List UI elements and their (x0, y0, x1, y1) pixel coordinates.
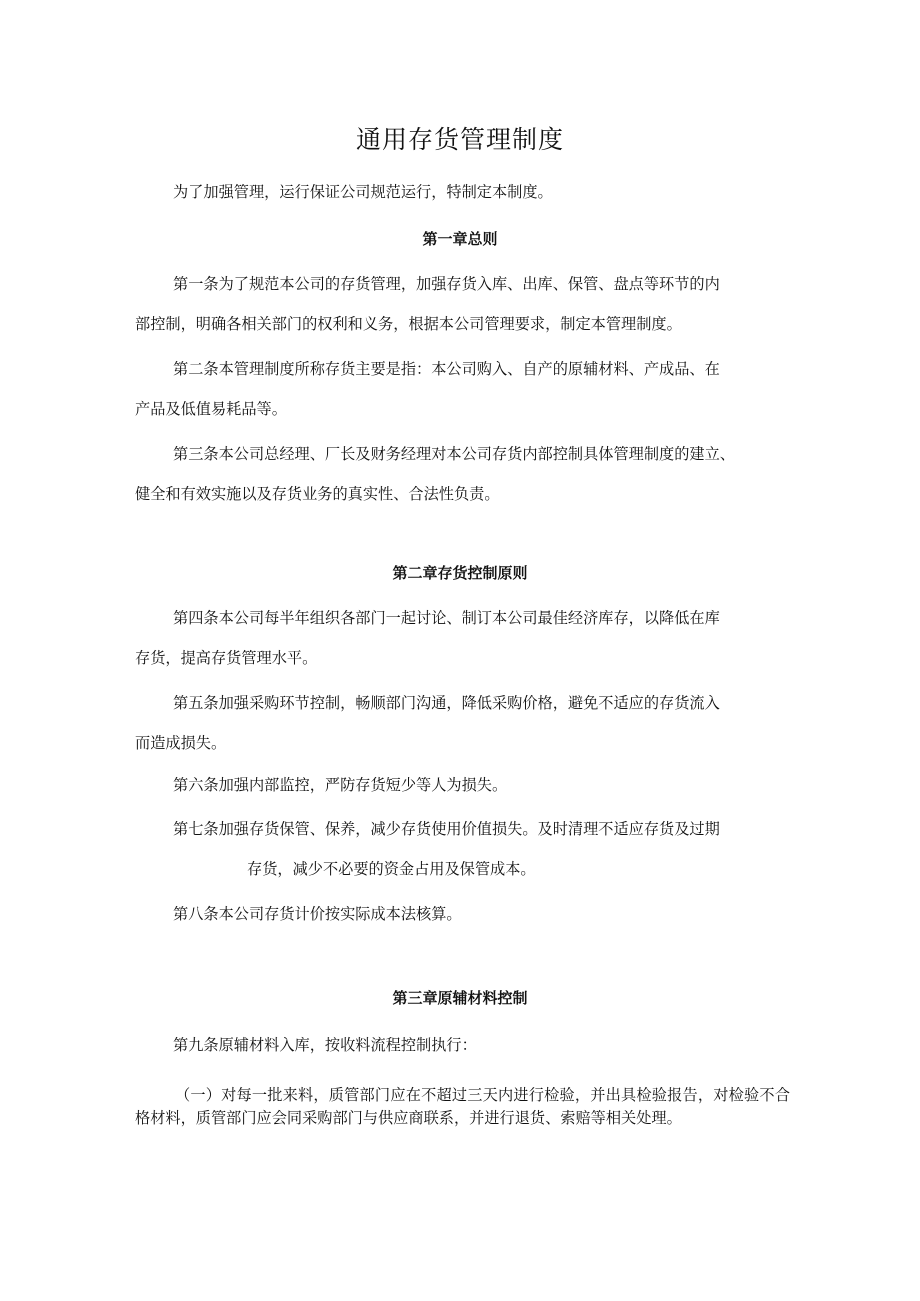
article-1-line-2: 部控制，明确各相关部门的权利和义务，根据本公司管理要求，制定本管理制度。 (135, 315, 682, 333)
article-5-line-2: 而造成损失。 (135, 734, 227, 752)
article-2-line-1: 第二条本管理制度所称存货主要是指：本公司购入、自产的原辅材料、产成品、在 (173, 360, 720, 378)
article-6-line-1: 第六条加强内部监控，严防存货短少等人为损失。 (173, 776, 508, 794)
article-5-line-1: 第五条加强采购环节控制，畅顺部门沟通，降低采购价格，避免不适应的存货流入 (173, 694, 720, 712)
article-8-line-1: 第八条本公司存货计价按实际成本法核算。 (173, 905, 462, 923)
article-7-line-2: 存货，减少不必要的资金占用及保管成本。 (247, 860, 536, 878)
article-2-line-2: 产品及低值易耗品等。 (135, 400, 287, 418)
article-3-line-2: 健全和有效实施以及存货业务的真实性、合法性负责。 (135, 485, 500, 503)
chapter-3-heading: 第三章原辅材料控制 (392, 989, 528, 1007)
chapter-1-heading: 第一章总则 (422, 230, 498, 248)
article-1-line-1: 第一条为了规范本公司的存货管理，加强存货入库、出库、保管、盘点等环节的内 (173, 275, 720, 293)
article-4-line-1: 第四条本公司每半年组织各部门一起讨论、制订本公司最佳经济库存，以降低在库 (173, 609, 720, 627)
article-3-line-1: 第三条本公司总经理、厂长及财务经理对本公司存货内部控制具体管理制度的建立、 (173, 445, 735, 463)
chapter-2-heading: 第二章存货控制原则 (392, 564, 528, 582)
article-9-line-1: 第九条原辅材料入库，按收料流程控制执行： (173, 1036, 477, 1054)
article-9-item-1: （一）对每一批来料，质管部门应在不超过三天内进行检验，并出具检验报告，对检验不合格材料，质管部门应会同采购部门与供应商联系，并进行退货、索赔等相关处理。 (135, 1086, 790, 1127)
article-4-line-2: 存货，提高存货管理水平。 (135, 649, 318, 667)
intro-paragraph: 为了加强管理，运行保证公司规范运行，特制定本制度。 (173, 183, 553, 201)
document-title: 通用存货管理制度 (355, 125, 564, 154)
article-7-line-1: 第七条加强存货保管、保养，减少存货使用价值损失。及时清理不适应存货及过期 (173, 820, 720, 838)
